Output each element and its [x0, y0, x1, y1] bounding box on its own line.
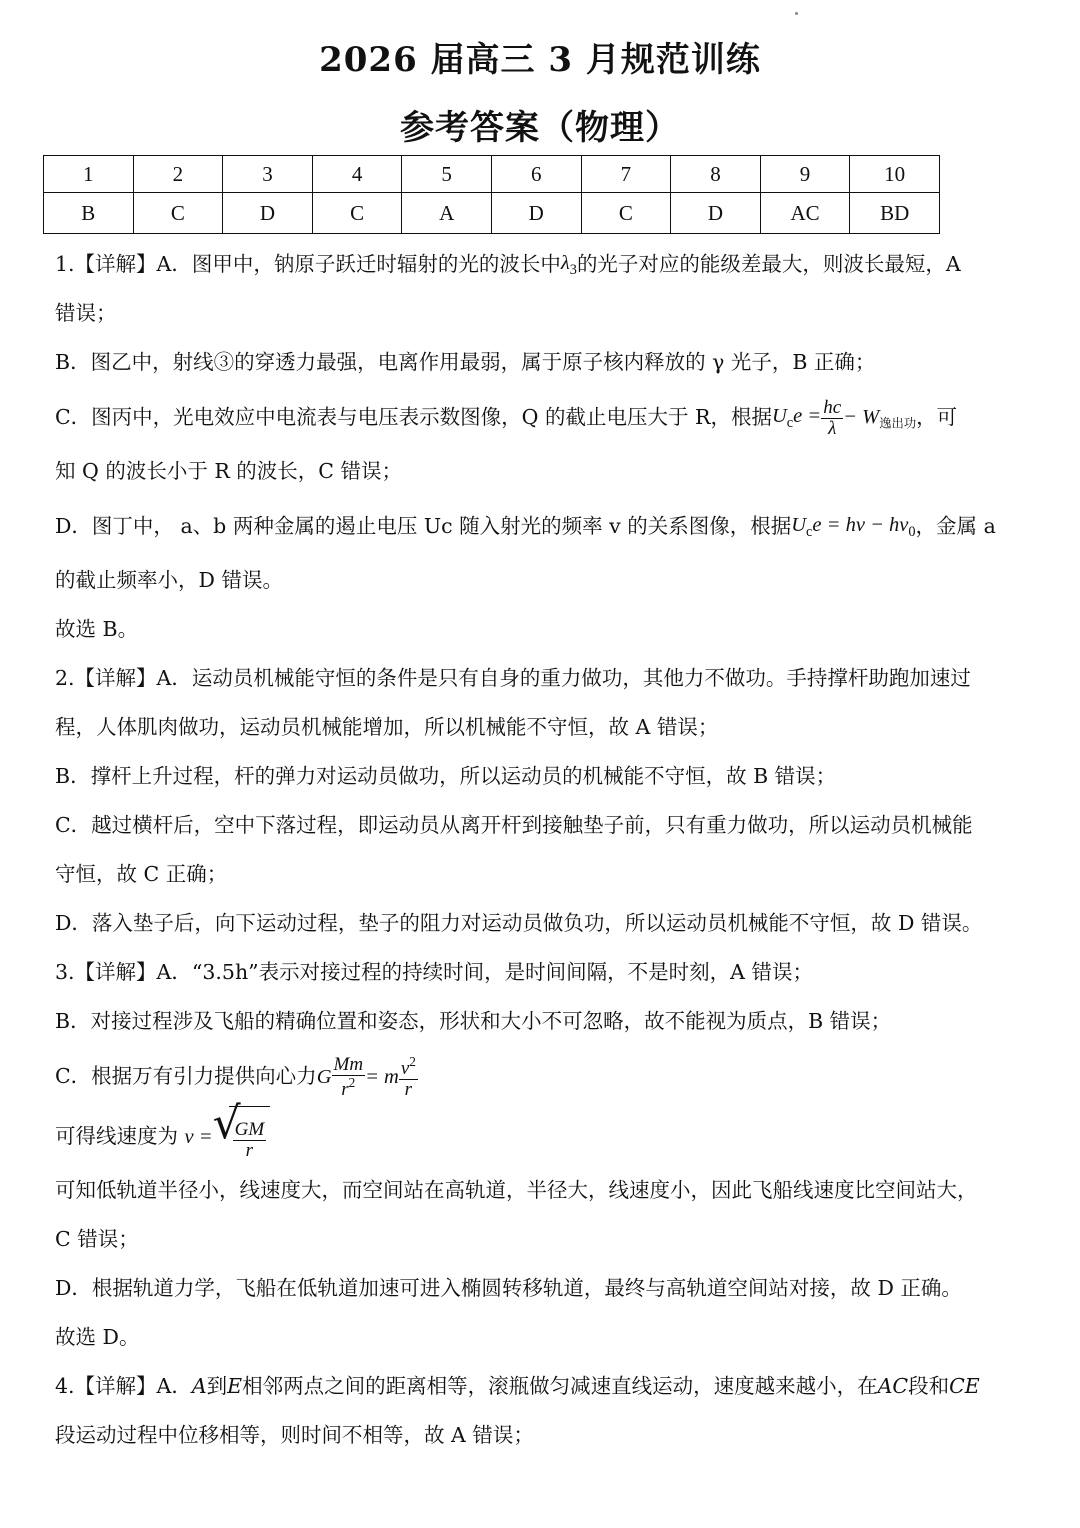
q3-line: D．根据轨道力学，飞船在低轨道加速可进入椭圆转移轨道，最终与高轨道空间站对接，故 D 正确。 — [55, 1276, 962, 1300]
q2-line: D．落入垫子后，向下运动过程，垫子的阻力对运动员做负功，所以运动员机械能不守恒，故 D 错误。 — [55, 911, 983, 935]
q3-line: 3.【详解】A．“3.5h”表示对接过程的持续时间，是时间间隔，不是时刻，A 错误； — [55, 960, 813, 984]
q4-line: 段运动过程中位移相等，则时间不相等，故 A 错误； — [55, 1423, 534, 1447]
text-run: 1.【详解】A．图甲中，钠原子跃迁时辐射的光的波长中 — [55, 252, 561, 276]
formula-work-function — [843, 406, 916, 430]
q1-line: B．图乙中，射线③的穿透力最强，电离作用最弱，属于原子核内释放的 γ 光子，B 正确； — [55, 350, 876, 374]
question-number-cell: 10 — [850, 156, 940, 193]
math-subscript: c — [786, 415, 794, 432]
q1-line — [55, 496, 1060, 556]
fraction-numerator — [399, 1055, 418, 1080]
question-number-cell: 6 — [491, 156, 581, 193]
text-run: 可得线速度为 — [55, 1124, 178, 1148]
question-number-cell: 3 — [223, 156, 313, 193]
answer-cell: BD — [850, 193, 940, 234]
answer-cell: B — [44, 193, 134, 234]
page-title: 2026 届高三 3 月规范训练 — [319, 40, 761, 80]
q3-line — [55, 1046, 1060, 1106]
q1-line — [55, 387, 1060, 447]
q3-line: 故选 D。 — [55, 1325, 140, 1349]
q1-line: 故选 B。 — [55, 617, 139, 641]
math-operator: = — [802, 405, 822, 428]
page-subtitle: 参考答案（物理） — [400, 108, 680, 148]
q3-line: 可知低轨道半径小，线速度大，而空间站在高轨道，半径大，线速度小，因此飞船线速度比空间站大， — [55, 1178, 978, 1202]
question-number-cell: 9 — [760, 156, 850, 193]
fraction-numerator: Mm — [333, 1054, 364, 1076]
fraction-numerator: GM — [234, 1119, 265, 1141]
formula-photoelectric — [772, 405, 821, 432]
formula-stopping-voltage — [791, 514, 915, 541]
math-symbol: U — [771, 405, 787, 428]
math-subscript: 0 — [908, 524, 916, 541]
text-run: C．图丙中，光电效应中电流表与电压表示数图像，Q 的截止电压大于 R，根据 — [55, 405, 772, 429]
fraction — [332, 1055, 366, 1100]
answer-cell: D — [223, 193, 313, 234]
fraction-denominator: r — [245, 1140, 254, 1161]
math-symbol: λ — [560, 252, 570, 275]
text-run: ，金属 a — [915, 514, 996, 538]
answer-cell: C — [312, 193, 402, 234]
answer-table — [43, 155, 940, 234]
fraction-denominator: r — [404, 1078, 413, 1100]
answer-cell: A — [402, 193, 492, 234]
fraction-denominator — [332, 1076, 366, 1100]
question-number-cell: 2 — [133, 156, 223, 193]
math-symbol: v = — [184, 1125, 213, 1148]
math-subscript: 逸出功 — [879, 416, 917, 431]
math-symbol: r — [341, 1078, 349, 1100]
square-root — [212, 1098, 271, 1169]
answer-table-number-row — [44, 156, 940, 193]
text-run: 的光子对应的能级差最大，则波长最短，A — [576, 252, 961, 276]
q3-line: B．对接过程涉及飞船的精确位置和姿态，形状和大小不可忽略，故不能视为质点，B 错误； — [55, 1009, 892, 1033]
text-run: ，可 — [916, 405, 958, 429]
math-subscript: c — [806, 524, 813, 541]
question-number-cell: 7 — [581, 156, 671, 193]
math-symbol: U — [791, 514, 807, 537]
q3-line — [55, 1098, 1060, 1166]
fraction-denominator: λ — [828, 418, 837, 439]
math-subscript: 3 — [569, 262, 577, 279]
question-number-cell: 5 — [402, 156, 492, 193]
math-symbol: − W — [843, 406, 880, 429]
answer-cell: D — [671, 193, 761, 234]
math-lambda3 — [561, 252, 577, 279]
q2-line: 2.【详解】A．运动员机械能守恒的条件是只有自身的重力做功，其他力不做功。手持撑杆助跑加速过 — [55, 666, 971, 690]
math-superscript: 2 — [409, 1054, 416, 1070]
question-number-cell: 8 — [671, 156, 761, 193]
answer-cell: D — [491, 193, 581, 234]
math-symbol: e = hν − hν — [812, 514, 909, 537]
q2-line: B．撑杆上升过程，杆的弹力对运动员做功，所以运动员的机械能不守恒，故 B 错误； — [55, 764, 837, 788]
answer-cell: C — [133, 193, 223, 234]
q1-line: 的截止频率小，D 错误。 — [55, 568, 283, 592]
q4-line: 4.【详解】A．𝐴到𝐸相邻两点之间的距离相等，滚瓶做匀减速直线运动，速度越来越小，在𝐴𝐶段和𝐶𝐸 — [55, 1374, 980, 1398]
q2-line: 程，人体肌肉做功，运动员机械能增加，所以机械能不守恒，故 A 错误； — [55, 715, 719, 739]
text-run: D．图丁中， a、b 两种金属的遏止电压 Uc 随入射光的频率 v 的关系图像，根据 — [55, 514, 792, 538]
q2-line: C．越过横杆后，空中下落过程，即运动员从离开杆到接触垫子前，只有重力做功，所以运动员机械能 — [55, 813, 973, 837]
math-symbol: v — [400, 1058, 410, 1080]
q1-line: 知 Q 的波长小于 R 的波长，C 错误； — [55, 459, 403, 483]
math-operator: = m — [365, 1065, 399, 1088]
text-run: C．根据万有引力提供向心力 — [55, 1064, 317, 1088]
explanation-body — [55, 240, 1060, 1460]
q3-line: C 错误； — [55, 1227, 139, 1251]
fraction — [821, 398, 843, 439]
answer-cell: AC — [760, 193, 850, 234]
q1-line: 错误； — [55, 301, 117, 325]
scan-speck — [795, 12, 798, 15]
answer-table-answer-row — [44, 193, 940, 234]
question-number-cell: 4 — [312, 156, 402, 193]
math-symbol: G — [316, 1065, 332, 1088]
q2-line: 守恒，故 C 正确； — [55, 862, 228, 886]
q1-line — [55, 240, 1060, 289]
answer-cell: C — [581, 193, 671, 234]
fraction — [399, 1055, 418, 1100]
question-number-cell: 1 — [44, 156, 134, 193]
math-superscript: 2 — [348, 1075, 356, 1091]
radical-sign-icon: √ — [212, 1098, 241, 1149]
math-symbol: e — [793, 405, 803, 428]
fraction-numerator: hc — [823, 397, 842, 419]
